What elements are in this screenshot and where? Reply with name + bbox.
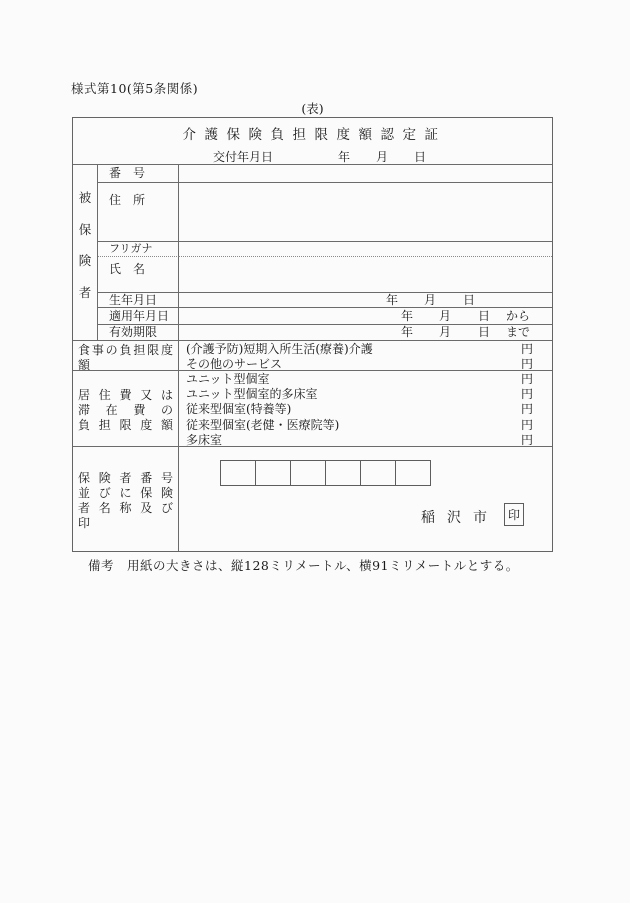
from-label: から: [506, 309, 531, 323]
residence-row: [186, 433, 533, 447]
issue-month-label: 月: [376, 150, 389, 164]
address-label: 住 所: [98, 183, 179, 242]
apply-date-label: 適用年月日: [98, 308, 179, 325]
room-type-label: 従来型個室(特養等): [186, 402, 292, 417]
yen-unit: 円: [520, 432, 533, 447]
certificate-title: 介護保険負担限度額認定証: [182, 127, 447, 143]
insurer-city-name: 稲沢市: [421, 510, 499, 526]
meal-label-line: 食事の負担限度: [78, 343, 173, 357]
yen-unit: 円: [520, 402, 533, 417]
room-type-label: ユニット型個室: [186, 372, 270, 386]
expiry-date-value-field: [179, 325, 552, 341]
year-label: 年: [401, 309, 414, 323]
room-type-label: ユニット型個室的多床室: [186, 387, 318, 402]
name-label: 氏 名: [98, 257, 179, 293]
apply-date-value-field: [179, 308, 552, 325]
insurer-number-box: [255, 460, 291, 486]
year-label: 年: [401, 325, 414, 339]
insurer-label-line: 保険者番号: [78, 471, 173, 485]
room-type-label: 多床室: [186, 432, 223, 447]
residence-row: [186, 402, 533, 417]
meal-row: [186, 342, 533, 357]
yen-unit: 円: [520, 357, 533, 371]
service-label: (介護予防)短期入所生活(療養)介護: [186, 342, 373, 356]
insurer-number-box: [395, 460, 431, 486]
month-label: 月: [439, 309, 452, 323]
expiry-date-label: 有効期限: [98, 325, 179, 341]
furigana-label: フリガナ: [98, 242, 179, 257]
insurer-section-label: [73, 447, 179, 551]
side-label: (表): [301, 101, 324, 116]
yen-unit: 円: [520, 342, 533, 356]
insured-char: 者: [78, 284, 92, 300]
insurer-number-boxes: [220, 460, 431, 486]
insurer-number-box: [220, 460, 256, 486]
table-header: [73, 118, 552, 165]
meal-limit-section-label: [73, 341, 179, 371]
residence-limit-values: [179, 371, 552, 447]
meal-label-line: 額: [78, 358, 91, 371]
insurer-value-area: [179, 447, 552, 551]
residence-row: [186, 372, 533, 387]
residence-label-line: 滞在費の: [78, 403, 173, 417]
issue-date-line: [73, 148, 552, 163]
insured-section-label: [73, 165, 98, 341]
meal-limit-values: [179, 341, 552, 371]
insured-char: 険: [78, 253, 92, 269]
insured-char: 被: [78, 190, 92, 205]
meal-row: [186, 357, 533, 371]
birth-date-label: 生年月日: [98, 293, 179, 308]
issue-date-label: 交付年月日: [213, 150, 274, 164]
year-label: 年: [386, 293, 399, 307]
insurer-number-box: [325, 460, 361, 486]
month-label: 月: [424, 293, 437, 307]
certificate-table: [72, 117, 553, 552]
address-value-field: [179, 183, 552, 242]
issue-day-label: 日: [414, 150, 427, 164]
remarks-note: 備考 用紙の大きさは、縦128ミリメートル、横91ミリメートルとする。: [88, 558, 519, 573]
number-value-field: [179, 165, 552, 183]
form-number: 様式第10(第5条関係): [71, 81, 199, 96]
name-value-field: [179, 257, 552, 293]
birth-date-value-field: [179, 293, 552, 308]
insurer-label-line: 印: [78, 516, 91, 530]
insurer-label-line: 者名称及び: [78, 501, 173, 515]
insurer-number-box: [360, 460, 396, 486]
until-label: まで: [506, 325, 531, 339]
service-label: その他のサービス: [186, 357, 283, 371]
yen-unit: 円: [520, 372, 533, 386]
furigana-value-field: [179, 242, 552, 257]
yen-unit: 円: [520, 387, 533, 402]
residence-limit-section-label: [73, 371, 179, 447]
residence-row: [186, 418, 533, 433]
residence-row: [186, 387, 533, 402]
seal-mark: 印: [504, 503, 524, 526]
insured-char: 保: [78, 221, 92, 237]
insurer-number-box: [290, 460, 326, 486]
insurer-label-line: 並びに保険: [78, 486, 173, 500]
number-label: 番 号: [98, 165, 179, 183]
residence-label-line: 居住費又は: [78, 388, 173, 402]
room-type-label: 従来型個室(老健・医療院等): [186, 417, 340, 432]
issue-year-label: 年: [338, 150, 351, 164]
day-label: 日: [463, 293, 476, 307]
residence-label-line: 負担限度額: [78, 418, 173, 432]
yen-unit: 円: [520, 417, 533, 432]
month-label: 月: [439, 325, 452, 339]
day-label: 日: [478, 325, 491, 339]
day-label: 日: [478, 309, 491, 323]
